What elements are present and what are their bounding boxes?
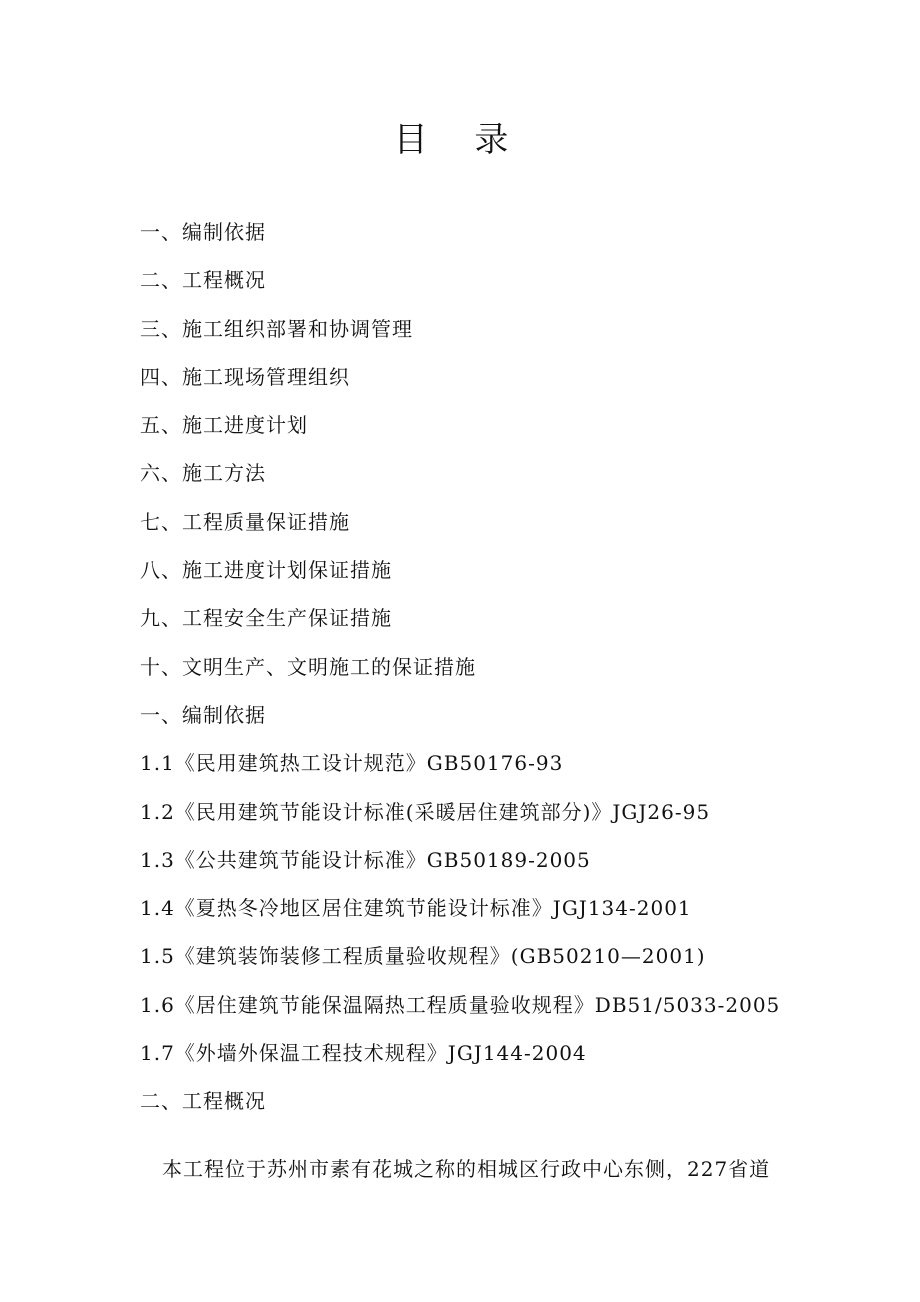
toc-item: 六、施工方法: [140, 461, 266, 486]
reference-item: 1.4《夏热冬冷地区居住建筑节能设计标准》JGJ134-2001: [140, 896, 692, 921]
reference-item: 1.2《民用建筑节能设计标准(采暖居住建筑部分)》JGJ26-95: [140, 799, 711, 824]
toc-item: 三、施工组织部署和协调管理: [140, 316, 413, 341]
toc-item: 七、工程质量保证措施: [140, 509, 350, 534]
toc-item: 九、工程安全生产保证措施: [140, 606, 392, 631]
section-heading: 二、工程概况: [140, 1089, 266, 1114]
reference-item: 1.7《外墙外保温工程技术规程》JGJ144-2004: [140, 1041, 587, 1066]
toc-item: 一、编制依据: [140, 220, 266, 244]
reference-item: 1.6《居住建筑节能保温隔热工程质量验收规程》DB51/5033-2005: [140, 992, 781, 1017]
toc-item: 十、文明生产、文明施工的保证措施: [140, 654, 476, 679]
toc-item: 八、施工进度计划保证措施: [140, 558, 392, 583]
toc-item: 二、工程概况: [140, 268, 266, 293]
body-paragraph: 本工程位于苏州市素有花城之称的相城区行政中心东侧，227省道: [162, 1157, 771, 1181]
reference-item: 1.3《公共建筑节能设计标准》GB50189-2005: [140, 847, 591, 872]
toc-item: 五、施工进度计划: [140, 413, 308, 438]
page-title: 目 录: [393, 120, 527, 160]
toc-item: 四、施工现场管理组织: [140, 364, 350, 389]
reference-item: 1.1《民用建筑热工设计规范》GB50176-93: [140, 751, 564, 776]
section-heading: 一、编制依据: [140, 702, 266, 727]
document-body: [140, 216, 840, 1134]
reference-item: 1.5《建筑装饰装修工程质量验收规程》(GB50210—2001): [140, 944, 706, 969]
